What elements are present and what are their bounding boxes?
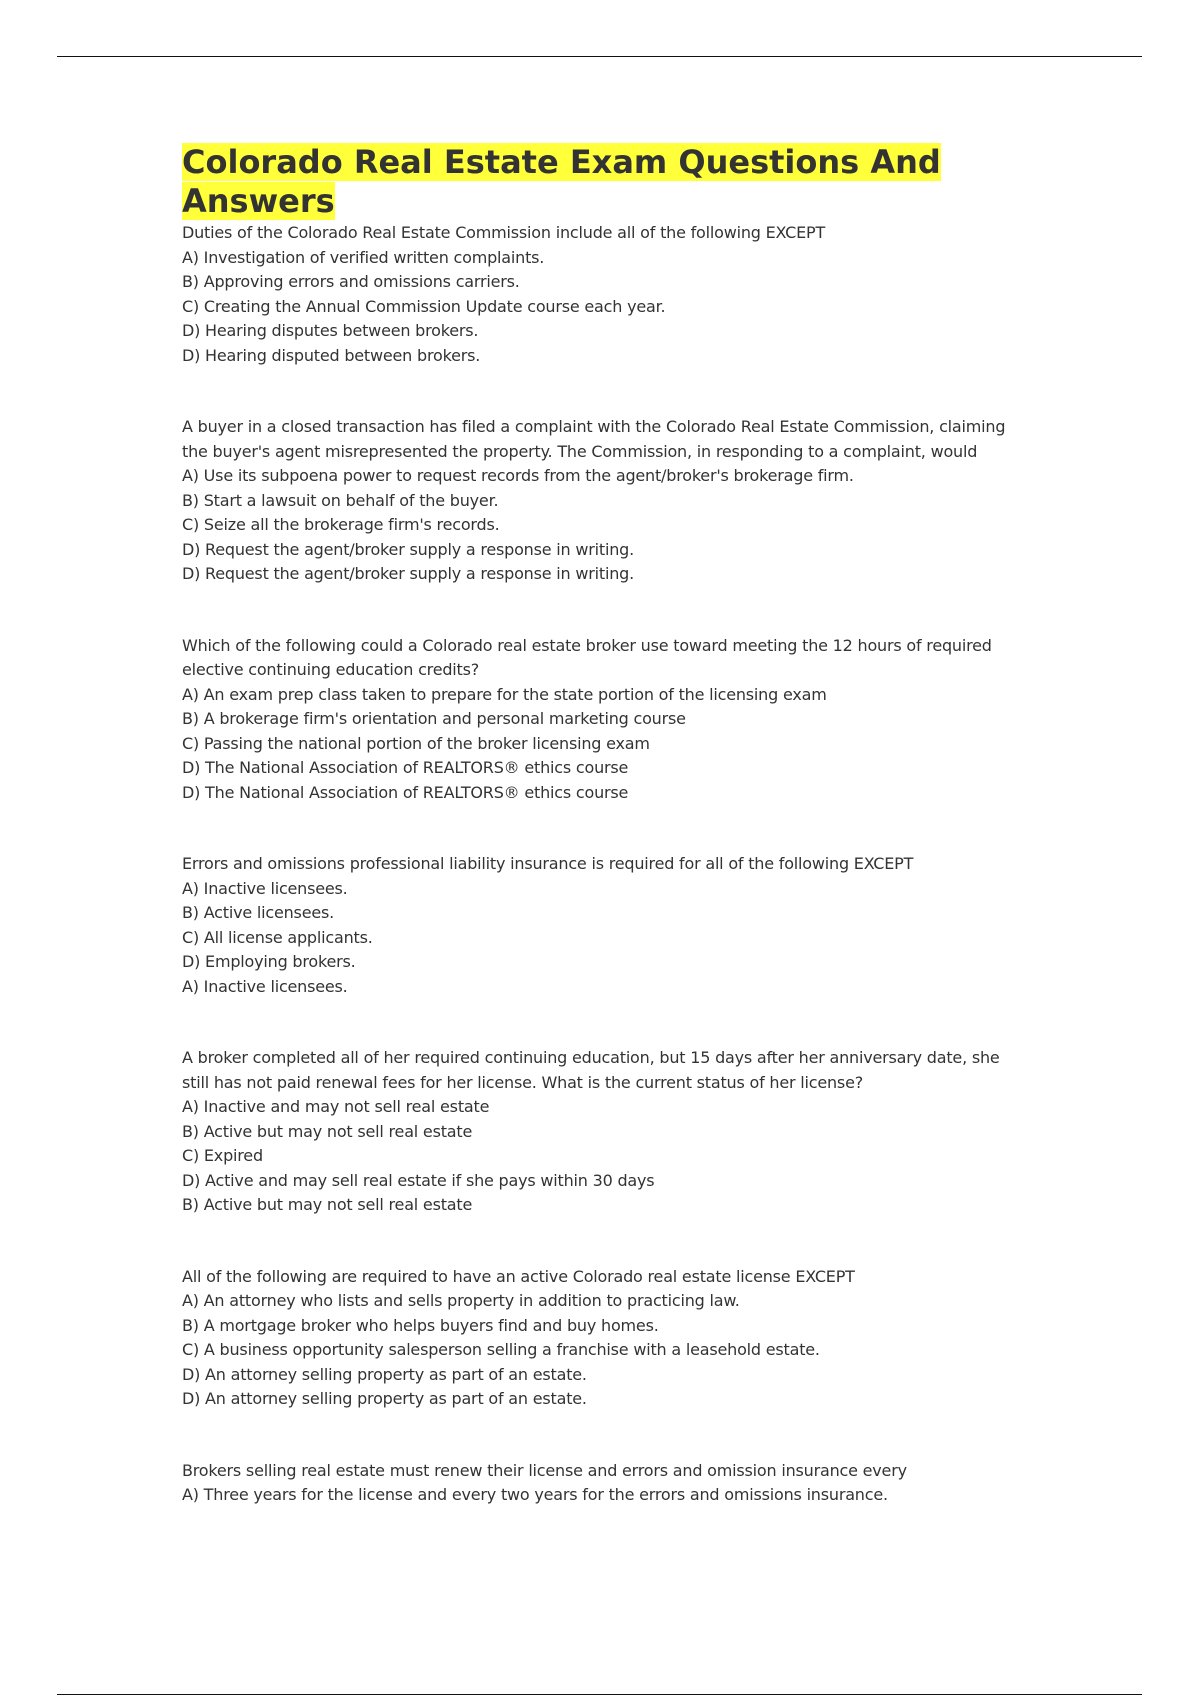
question-text: Brokers selling real estate must renew their license and errors and omission insurance every (182, 1460, 907, 1480)
question-spacer (182, 805, 1022, 852)
answer-option: B) Active licensees. (182, 903, 335, 922)
correct-answer: A) Inactive licensees. (182, 976, 348, 996)
answer-option: B) Start a lawsuit on behalf of the buyer. (182, 490, 499, 510)
answer-option: D) The National Association of REALTORS® ethics course (182, 758, 629, 777)
answer-option: D) Employing brokers. (182, 952, 356, 971)
correct-answer: D) The National Association of REALTORS® ethics course (182, 782, 629, 802)
question-spacer (182, 368, 1022, 415)
answer-option: C) A business opportunity salesperson selling a franchise with a leasehold estate. (182, 1340, 820, 1359)
question-list (182, 221, 1022, 1508)
answer-option: D) Active and may sell real estate if she pays within 30 days (182, 1170, 655, 1190)
answer-option: C) All license applicants. (182, 927, 373, 947)
answer-options (182, 1289, 1022, 1412)
answer-options (182, 683, 1022, 806)
answer-option: B) Approving errors and omissions carriers. (182, 272, 520, 291)
question-text: A buyer in a closed transaction has filed a complaint with the Colorado Real Estate Commission, claiming the buyer's agent misrepresented the property. The Commission, in responding to a complaint, would (182, 417, 1006, 461)
document-title: Colorado Real Estate Exam Questions And Answers (182, 143, 941, 220)
question-block (182, 1459, 1022, 1508)
question-block (182, 221, 1022, 368)
correct-answer: D) Request the agent/broker supply a response in writing. (182, 564, 634, 583)
header-rule (57, 56, 1142, 57)
answer-option: C) Creating the Annual Commission Update course each year. (182, 296, 666, 316)
correct-answer: D) An attorney selling property as part of an estate. (182, 1389, 587, 1408)
answer-option: B) A brokerage firm's orientation and personal marketing course (182, 709, 686, 728)
answer-option: A) Use its subpoena power to request records from the agent/broker's brokerage firm. (182, 466, 854, 485)
correct-answer: D) Hearing disputed between brokers. (182, 345, 481, 365)
correct-answer: B) Active but may not sell real estate (182, 1195, 473, 1214)
question-text: Errors and omissions professional liability insurance is required for all of the following EXCEPT (182, 854, 914, 873)
question-block (182, 634, 1022, 806)
answer-option: A) Inactive licensees. (182, 878, 348, 898)
answer-option: A) An attorney who lists and sells property in addition to practicing law. (182, 1291, 740, 1310)
question-text: All of the following are required to have an active Colorado real estate license EXCEPT (182, 1266, 855, 1286)
question-text: Which of the following could a Colorado real estate broker use toward meeting the 12 hours of required elective continuing education credits? (182, 635, 992, 679)
question-spacer (182, 999, 1022, 1046)
answer-option: B) Active but may not sell real estate (182, 1121, 473, 1141)
answer-option: A) Inactive and may not sell real estate (182, 1097, 490, 1116)
question-spacer (182, 587, 1022, 634)
question-spacer (182, 1412, 1022, 1459)
question-block (182, 1046, 1022, 1218)
answer-options (182, 1095, 1022, 1218)
answer-options (182, 464, 1022, 587)
answer-option: C) Seize all the brokerage firm's records. (182, 515, 500, 534)
answer-option: D) Request the agent/broker supply a response in writing. (182, 539, 634, 559)
answer-option: C) Expired (182, 1146, 263, 1165)
answer-option: A) Investigation of verified written complaints. (182, 247, 545, 267)
question-block (182, 1265, 1022, 1412)
answer-option: A) An exam prep class taken to prepare for the state portion of the licensing exam (182, 684, 827, 704)
question-block (182, 415, 1022, 587)
answer-option: D) An attorney selling property as part of an estate. (182, 1364, 587, 1384)
document-body (182, 143, 1022, 1508)
question-text: Duties of the Colorado Real Estate Commission include all of the following EXCEPT (182, 223, 826, 242)
answer-option: D) Hearing disputes between brokers. (182, 321, 479, 340)
question-text: A broker completed all of her required continuing education, but 15 days after her anniversary date, she still has not paid renewal fees for her license. What is the current status of her license? (182, 1048, 1000, 1092)
answer-options (182, 246, 1022, 369)
answer-options (182, 877, 1022, 1000)
answer-option: A) Three years for the license and every two years for the errors and omissions insurance. (182, 1485, 888, 1504)
question-spacer (182, 1218, 1022, 1265)
question-block (182, 852, 1022, 999)
answer-option: C) Passing the national portion of the broker licensing exam (182, 733, 650, 753)
footer-rule (57, 1694, 1142, 1695)
answer-option: B) A mortgage broker who helps buyers find and buy homes. (182, 1315, 659, 1335)
answer-options (182, 1483, 1022, 1508)
